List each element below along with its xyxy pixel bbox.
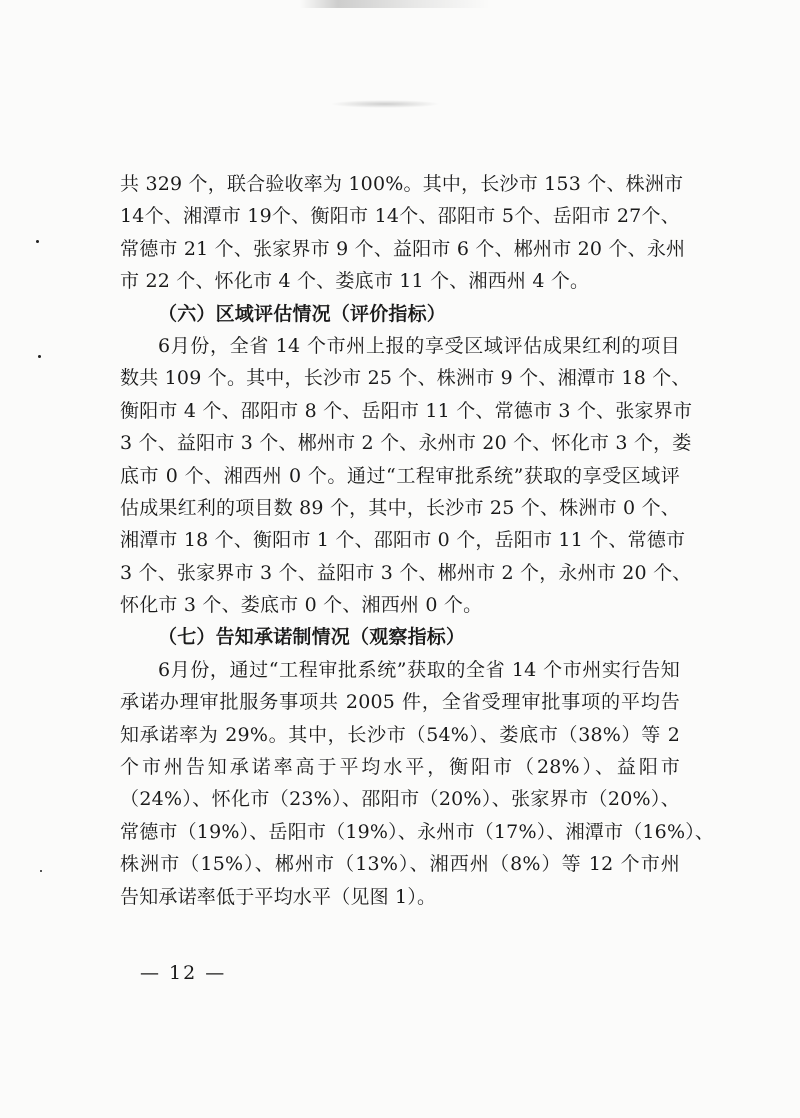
text-line: 共 329 个，联合验收率为 100%。其中，长沙市 153 个、株洲市 [120, 173, 684, 195]
scan-speck [38, 355, 41, 358]
text-line: 知承诺率为 29%。其中，长沙市（54%）、娄底市（38%）等 2 [120, 723, 680, 746]
text-line: 衡阳市 4 个、邵阳市 8 个、岳阳市 11 个、常德市 3 个、张家界市 [120, 399, 693, 422]
text-line: 怀化市 3 个、娄底市 0 个、湘西州 0 个。 [120, 594, 483, 617]
text-line: 株洲市（15%）、郴州市（13%）、湘西州（8%）等 12 个市州 [120, 853, 680, 876]
page-number: — 12 — [140, 962, 227, 984]
text-line: 数共 109 个。其中，长沙市 25 个、株洲市 9 个、湘潭市 18 个、 [120, 367, 691, 390]
text-line: 常德市 21 个、张家界市 9 个、益阳市 6 个、郴州市 20 个、永州 [120, 237, 686, 260]
text-line: 市 22 个、怀化市 4 个、娄底市 11 个、湘西州 4 个。 [120, 270, 590, 293]
section-7-heading: （七）告知承诺制情况（观察指标） [158, 626, 466, 649]
document-body [120, 168, 715, 913]
text-line: 告知承诺率低于平均水平（见图 1）。 [120, 885, 437, 908]
scan-speck [40, 870, 42, 872]
text-line: 承诺办理审批服务事项共 2005 件，全省受理审批事项的平均告 [120, 691, 680, 714]
text-line: 14个、湘潭市 19个、衡阳市 14个、邵阳市 5个、岳阳市 27个、 [120, 205, 680, 228]
scan-speck [36, 240, 39, 243]
text-line: 3 个、张家界市 3 个、益阳市 3 个、郴州市 2 个，永州市 20 个、 [120, 561, 692, 584]
section-7-paragraph [120, 654, 715, 913]
text-line: 个市州告知承诺率高于平均水平，衡阳市（28%）、益阳市 [120, 756, 680, 779]
text-line: 6月份，通过“工程审批系统”获取的全省 14 个市州实行告知 [158, 658, 680, 681]
text-line: 常德市（19%）、岳阳市（19%）、永州市（17%）、湘潭市（16%）、 [120, 820, 715, 843]
text-line: 6月份，全省 14 个市州上报的享受区域评估成果红利的项目 [158, 334, 680, 357]
section-6-heading: （六）区域评估情况（评价指标） [158, 302, 447, 325]
scan-artifact [330, 100, 440, 108]
paragraph-1 [120, 168, 686, 298]
scan-artifact [300, 0, 490, 8]
text-line: 3 个、益阳市 3 个、郴州市 2 个、永州市 20 个、怀化市 3 个，娄 [120, 432, 692, 455]
text-line: 估成果红利的项目数 89 个，其中，长沙市 25 个、株洲市 0 个、 [120, 496, 680, 519]
text-line: （24%）、怀化市（23%）、邵阳市（20%）、张家界市（20%）、 [120, 788, 680, 811]
section-6-paragraph [120, 330, 693, 622]
text-line: 湘潭市 18 个、衡阳市 1 个、邵阳市 0 个，岳阳市 11 个、常德市 [120, 529, 686, 552]
text-line: 底市 0 个、湘西州 0 个。通过“工程审批系统”获取的享受区域评 [120, 464, 680, 487]
